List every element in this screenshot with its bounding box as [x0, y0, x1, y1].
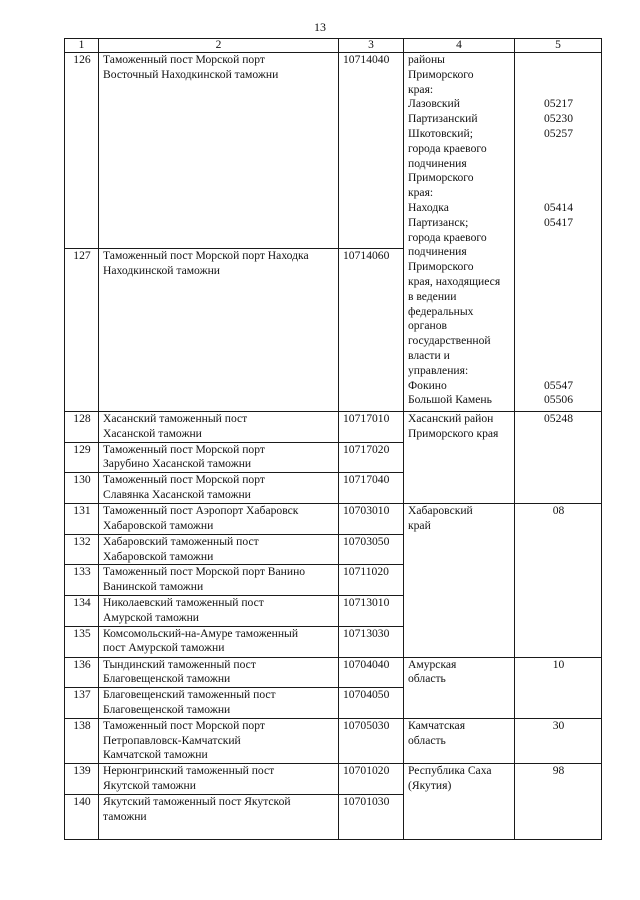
customs-post-code: 10704040: [339, 657, 404, 688]
region-line: края, находящиеся: [408, 274, 501, 288]
region-line: Большой Камень: [408, 393, 492, 407]
customs-post-name: [99, 794, 339, 839]
customs-post-code: 10714060: [339, 249, 404, 412]
row-number: 135: [65, 626, 99, 657]
okato-code: [519, 290, 598, 305]
region-cell-yakutia: [404, 764, 515, 840]
column-header: 3: [339, 39, 404, 53]
name-line: Благовещенской таможни: [103, 702, 231, 716]
region-line: край: [408, 518, 431, 532]
region-cell-khasan: [404, 412, 515, 504]
name-line: Зарубино Хасанской таможни: [103, 457, 252, 471]
okato-code: 08: [515, 503, 602, 657]
name-line: Николаевский таможенный пост: [103, 595, 264, 609]
column-header: 5: [515, 39, 602, 53]
region-line: Амурская: [408, 657, 457, 671]
customs-post-code: 10703050: [339, 534, 404, 565]
customs-post-code: 10703010: [339, 503, 404, 534]
okato-code: [519, 364, 598, 379]
customs-post-name: [99, 473, 339, 504]
region-line: Хасанский район: [408, 412, 494, 425]
customs-post-code: 10704050: [339, 688, 404, 719]
customs-post-name: [99, 764, 339, 795]
name-line: Якутской таможни: [103, 778, 196, 792]
name-line: Восточный Находкинской таможни: [103, 67, 279, 81]
table-row: [65, 412, 602, 443]
customs-post-name: [99, 626, 339, 657]
customs-post-code: 10711020: [339, 565, 404, 596]
table-row: [65, 503, 602, 534]
name-line: Тындинский таможенный пост: [103, 657, 256, 671]
customs-post-code: 10717010: [339, 412, 404, 443]
table-row: [65, 764, 602, 795]
region-line: область: [408, 733, 446, 747]
customs-post-name: [99, 503, 339, 534]
name-line: Петропавловск-Камчатский: [103, 733, 241, 747]
name-line: Ванинской таможни: [103, 580, 204, 594]
name-line: Таможенный пост Морской порт: [103, 718, 265, 732]
region-line: органов: [408, 319, 447, 333]
row-number: 136: [65, 657, 99, 688]
region-line: районы: [408, 53, 445, 66]
name-line: Хабаровской таможни: [103, 518, 214, 532]
okato-code: [519, 231, 598, 246]
okato-code: [519, 275, 598, 290]
region-line: города краевого: [408, 141, 487, 155]
customs-post-name: [99, 565, 339, 596]
name-line: Хабаровской таможни: [103, 549, 214, 563]
customs-post-name: [99, 412, 339, 443]
customs-posts-table: [64, 38, 602, 840]
name-line: Якутский таможенный пост Якутской: [103, 794, 291, 808]
region-line: власти и: [408, 348, 450, 362]
okato-code: [519, 68, 598, 83]
name-line: Хасанской таможни: [103, 426, 202, 440]
table-row: [65, 657, 602, 688]
column-header: 4: [404, 39, 515, 53]
row-number: 137: [65, 688, 99, 719]
okato-code: 98: [515, 764, 602, 840]
row-number: 127: [65, 249, 99, 412]
table-row: [65, 53, 602, 249]
okato-code: [519, 83, 598, 98]
table-header-row: [65, 39, 602, 53]
okato-code: [519, 260, 598, 275]
region-line: Фокино: [408, 378, 447, 392]
okato-code: 30: [515, 718, 602, 763]
name-line: Таможенный пост Аэропорт Хабаровск: [103, 503, 299, 517]
okato-cell-primorsky: [515, 53, 602, 412]
region-line: Приморского края: [408, 426, 499, 440]
region-line: (Якутия): [408, 778, 452, 792]
customs-post-code: 10717040: [339, 473, 404, 504]
customs-post-code: 10713030: [339, 626, 404, 657]
customs-post-name: [99, 688, 339, 719]
row-number: 131: [65, 503, 99, 534]
okato-code: 05217: [544, 97, 573, 111]
region-line: Приморского: [408, 171, 474, 185]
row-number: 139: [65, 764, 99, 795]
row-number: 140: [65, 794, 99, 839]
customs-post-name: [99, 718, 339, 763]
okato-code: 05414: [544, 200, 573, 214]
customs-post-code: 10714040: [339, 53, 404, 249]
region-line: подчинения: [408, 245, 467, 259]
region-line: федеральных: [408, 304, 474, 318]
customs-post-code: 10717020: [339, 442, 404, 473]
region-line: подчинения: [408, 156, 467, 170]
row-number: 129: [65, 442, 99, 473]
okato-code: [519, 319, 598, 334]
customs-post-name: [99, 249, 339, 412]
customs-post-code: 10705030: [339, 718, 404, 763]
name-line: Славянка Хасанской таможни: [103, 487, 251, 501]
name-line: Находкинской таможни: [103, 263, 220, 277]
region-line: Приморского: [408, 67, 474, 81]
name-line: Хасанский таможенный пост: [103, 412, 248, 425]
row-number: 126: [65, 53, 99, 249]
name-line: Таможенный пост Морской порт: [103, 473, 265, 487]
region-cell-khabarovsk: [404, 503, 515, 657]
region-line: Партизанск;: [408, 215, 469, 229]
okato-code: [519, 305, 598, 320]
name-line: таможни: [103, 809, 147, 823]
region-line: края:: [408, 82, 434, 96]
okato-code: [519, 171, 598, 186]
row-number: 128: [65, 412, 99, 443]
customs-post-name: [99, 595, 339, 626]
customs-post-name: [99, 442, 339, 473]
name-line: Таможенный пост Морской порт: [103, 53, 265, 66]
name-line: Благовещенской таможни: [103, 672, 231, 686]
region-line: область: [408, 672, 446, 686]
customs-post-code: 10713010: [339, 595, 404, 626]
name-line: Таможенный пост Морской порт Ванино: [103, 565, 306, 579]
region-line: города краевого: [408, 230, 487, 244]
region-line: Камчатская: [408, 718, 466, 732]
customs-post-name: [99, 53, 339, 249]
name-line: Таможенный пост Морской порт: [103, 442, 265, 456]
row-number: 130: [65, 473, 99, 504]
okato-code: 05506: [544, 393, 573, 407]
okato-code: 05230: [544, 112, 573, 126]
region-cell-primorsky: [404, 53, 515, 412]
table-row: [65, 718, 602, 763]
region-cell-amur: [404, 657, 515, 718]
customs-post-code: 10701030: [339, 794, 404, 839]
name-line: Камчатской таможни: [103, 748, 208, 762]
region-line: Хабаровский: [408, 503, 473, 517]
name-line: Комсомольский-на-Амуре таможенный: [103, 626, 299, 640]
name-line: Таможенный пост Морской порт Находка: [103, 249, 309, 262]
okato-code: [519, 349, 598, 364]
row-number: 133: [65, 565, 99, 596]
name-line: пост Амурской таможни: [103, 641, 225, 655]
okato-code: [519, 53, 598, 68]
region-line: государственной: [408, 334, 491, 348]
customs-post-name: [99, 657, 339, 688]
row-number: 134: [65, 595, 99, 626]
customs-post-name: [99, 534, 339, 565]
region-line: управления:: [408, 363, 469, 377]
name-line: Нерюнгринский таможенный пост: [103, 764, 275, 778]
region-cell-kamchatka: [404, 718, 515, 763]
page-number: 13: [314, 20, 326, 34]
okato-code: 05257: [544, 126, 573, 140]
okato-code: [519, 157, 598, 172]
okato-code: [519, 334, 598, 349]
region-line: Приморского: [408, 260, 474, 274]
name-line: Благовещенский таможенный пост: [103, 688, 276, 702]
region-line: Шкотовский;: [408, 126, 473, 140]
okato-code: [519, 142, 598, 157]
okato-code: [519, 245, 598, 260]
region-line: Находка: [408, 200, 449, 214]
region-line: Лазовский: [408, 97, 460, 111]
name-line: Хабаровский таможенный пост: [103, 534, 259, 548]
row-number: 138: [65, 718, 99, 763]
customs-post-code: 10701020: [339, 764, 404, 795]
name-line: Амурской таможни: [103, 610, 200, 624]
column-header: 2: [99, 39, 339, 53]
region-line: Республика Саха: [408, 764, 492, 778]
okato-code: 05417: [544, 215, 573, 229]
region-line: Партизанский: [408, 112, 478, 126]
region-line: края:: [408, 186, 434, 200]
region-line: в ведении: [408, 289, 457, 303]
okato-code: [519, 186, 598, 201]
okato-code: 05248: [515, 412, 602, 504]
okato-code: 10: [515, 657, 602, 718]
okato-code: 05547: [544, 378, 573, 392]
column-header: 1: [65, 39, 99, 53]
row-number: 132: [65, 534, 99, 565]
